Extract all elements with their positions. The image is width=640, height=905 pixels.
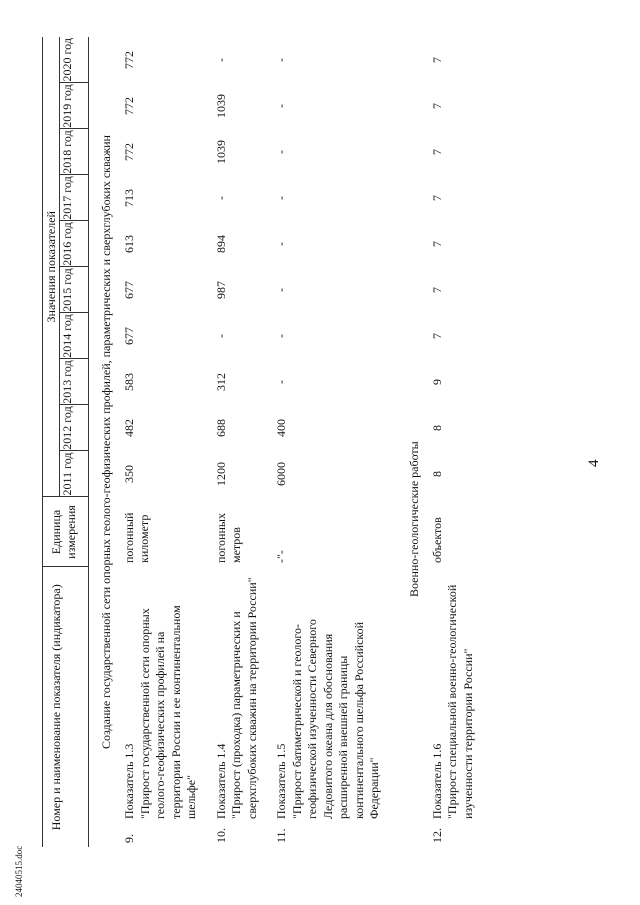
table-row [122,37,214,847]
header-year: 2014 год [60,313,89,359]
value-cell: - [274,104,288,108]
document-code: 24040515.doc [14,845,24,897]
value-cell: 677 [122,327,136,345]
value-cell: 7 [429,333,444,339]
row-number: 10. [213,828,228,843]
header-year: 2017 год [60,175,89,221]
value-cell: 772 [122,143,136,161]
row-number: 9. [122,834,136,843]
page-number: 4 [586,459,602,467]
value-cell: - [213,58,228,62]
value-cell: 894 [213,235,228,253]
unit-cell: -"- [274,550,288,563]
value-cell: 677 [122,281,136,299]
table-row [274,37,397,847]
row-number: 12. [429,828,444,843]
value-cell: 9 [429,379,444,385]
value-cell: - [274,150,288,154]
value-cell: 482 [122,419,136,437]
header-indicator-name: Номер и наименование показателя (индикатора) [43,567,89,847]
value-cell: 6000 [274,462,288,486]
header-year: 2012 год [60,405,89,451]
value-cell: 312 [213,373,228,391]
table-row [214,37,275,847]
indicator-title: Показатель 1.4 [213,743,228,819]
indicator-title: Показатель 1.6 [429,743,444,819]
value-cell: 772 [122,97,136,115]
value-cell: - [274,334,288,338]
header-year: 2013 год [60,359,89,405]
value-cell: - [213,196,228,200]
indicator-cell [214,567,275,819]
header-year: 2020 год [60,37,89,83]
table-row [430,37,491,847]
value-cell: 1200 [213,462,228,486]
value-cell: - [274,196,288,200]
value-cell: 7 [429,57,444,63]
value-cell: - [213,334,228,338]
value-cell: 688 [213,419,228,437]
header-year: 2019 год [60,83,89,129]
section-heading-row [89,37,123,847]
indicator-title: Показатель 1.5 [274,743,288,819]
indicator-text: "Прирост государственной сети опорных геолого-геофизических профилей на территории России и ее континентальном шельфе" [137,605,198,819]
value-cell: 400 [274,419,288,437]
indicator-text: "Прирост специальной военно-геологической изученности территории России" [445,584,475,819]
section-title: Создание государственной сети опорных геолого-геофизических профилей, параметрических и сверхглубоких скважин [99,135,113,749]
value-cell: 713 [122,189,136,207]
header-unit: Единица измерения [43,497,89,567]
value-cell: 8 [429,425,444,431]
value-cell: 613 [122,235,136,253]
value-cell: - [274,242,288,246]
indicator-text: "Прирост батиметрической и геолого-геофизической изученности Северного Ледовитого океана для обоснования расширенной внешней границы континентального шельфа Российской Федерации" [289,619,381,819]
value-cell: 7 [429,103,444,109]
value-cell: 8 [429,471,444,477]
unit-cell: объектов [429,517,444,563]
indicator-cell [430,567,491,819]
indicator-cell [274,567,397,819]
value-cell: 350 [122,465,136,483]
value-cell: 7 [429,195,444,201]
unit-cell: погонных метров [213,513,243,563]
value-cell: 7 [429,287,444,293]
unit-cell: погонный километр [122,512,151,563]
value-cell: 7 [429,241,444,247]
header-values-group: Значения показателей [43,37,60,497]
section-title: Военно-геологические работы [406,441,421,597]
section-heading-row [397,37,430,847]
value-cell: 583 [122,373,136,391]
indicator-cell [122,567,214,819]
value-cell: 1039 [213,140,228,164]
row-number: 11. [274,828,288,843]
value-cell: 987 [213,281,228,299]
value-cell: 772 [122,51,136,69]
value-cell: - [274,380,288,384]
header-year: 2018 год [60,129,89,175]
indicator-text: "Прирост (проходка) параметрических и сверхглубоких скважин на территории России" [229,577,259,819]
value-cell: 1039 [213,94,228,118]
value-cell: 7 [429,149,444,155]
header-year: 2011 год [60,451,89,497]
indicator-title: Показатель 1.3 [122,743,136,819]
header-year: 2015 год [60,267,89,313]
value-cell: - [274,58,288,62]
header-row-1 [43,37,60,847]
header-year: 2016 год [60,221,89,267]
value-cell: - [274,288,288,292]
indicators-table [42,37,490,847]
